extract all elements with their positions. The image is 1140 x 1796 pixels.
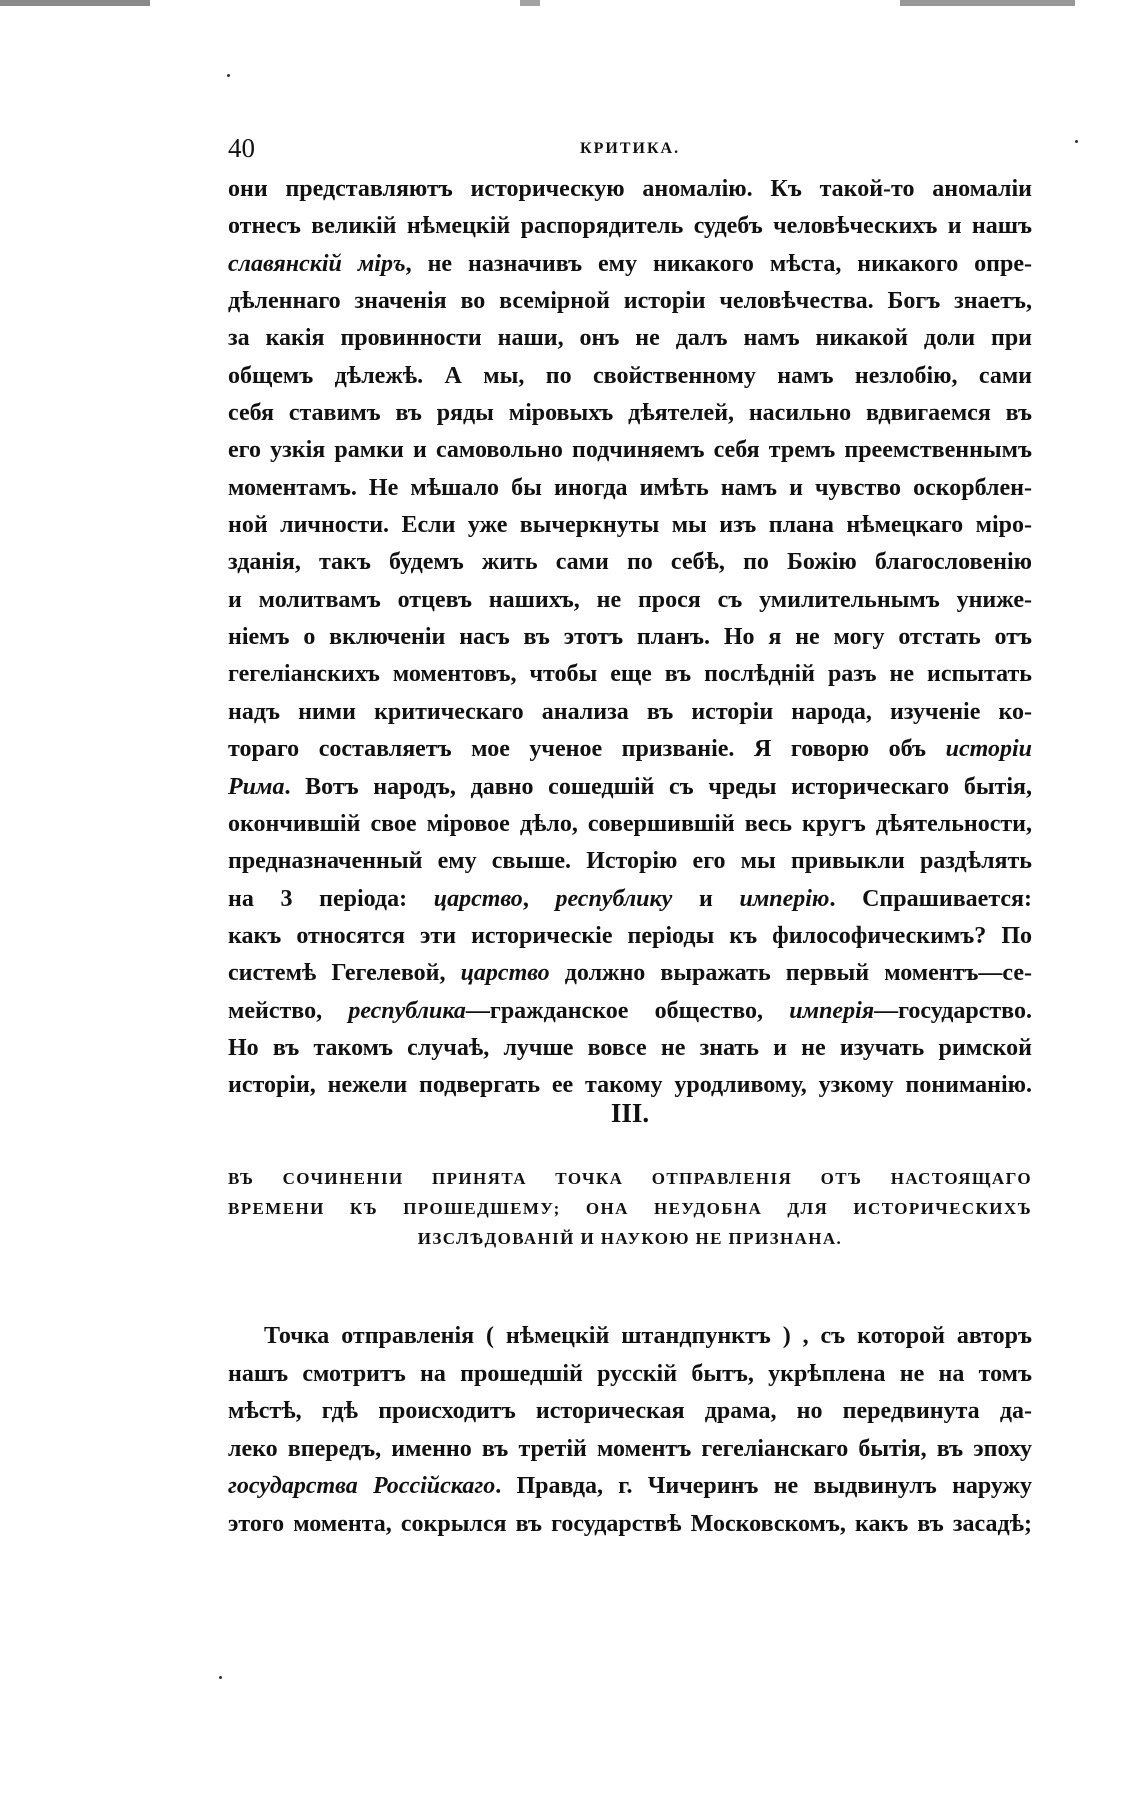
text-run: , не назначивъ ему никакого мѣста, никакого опре-: [405, 250, 1032, 277]
text-run: . Правда, г. Чичеринъ не выдвинулъ наружу: [495, 1473, 1033, 1499]
text-run: зданія, такъ будемъ жить сами по себѣ, по Божію благословенію: [228, 549, 1032, 576]
text-run: леко впередъ, именно въ третій моментъ гегеліанскаго бытія, въ эпоху: [228, 1435, 1032, 1462]
text-run: —государство.: [874, 997, 1032, 1024]
section-heading-line: ВРЕМЕНИ КЪ ПРОШЕДШЕМУ; ОНА НЕУДОБНА ДЛЯ ИСТОРИЧЕСКИХЪ: [228, 1199, 1032, 1218]
text-run: на 3 періода:: [228, 885, 434, 912]
page-number: 40: [228, 133, 255, 163]
text-run: себя ставимъ въ ряды міровыхъ дѣятелей, насильно вдвигаемся въ: [228, 400, 1032, 427]
section-heading-line: ВЪ СОЧИНЕНІИ ПРИНЯТА ТОЧКА ОТПРАВЛЕНІЯ ОТЪ НАСТОЯЩАГО: [228, 1169, 1032, 1188]
text-line: [228, 171, 1032, 208]
italic-text: Рима: [228, 773, 285, 800]
text-line: [228, 806, 1032, 843]
italic-text: государства Россійскаго: [228, 1473, 496, 1499]
text-line: [228, 1393, 1032, 1431]
text-line: [228, 694, 1032, 731]
italic-text: славянскій міръ: [228, 250, 406, 277]
text-line: [228, 507, 1032, 544]
text-run: . Вотъ народъ, давно сошедшій съ чреды историческаго бытія,: [284, 773, 1032, 800]
text-run: мейство,: [228, 997, 349, 1024]
text-run: отнесъ великій нѣмецкій распорядитель судебъ человѣческихъ и нашъ: [228, 213, 1032, 240]
text-line: [228, 1506, 1032, 1544]
text-line: [228, 955, 1032, 992]
text-run: Точка отправленія ( нѣмецкій штандпунктъ ) , съ которой авторъ: [264, 1323, 1032, 1349]
text-run: окончившій свое міровое дѣло, совершившій весь кругъ дѣятельности,: [228, 810, 1032, 837]
text-run: нашъ смотритъ на прошедшій русскій бытъ, укрѣплена не на томъ: [228, 1360, 1032, 1387]
text-line: [228, 881, 1032, 918]
text-run: этого момента, сокрылся въ государствѣ Московскомъ, какъ въ засадѣ;: [228, 1510, 1032, 1537]
text-run: . Спрашивается:: [829, 885, 1033, 912]
text-run: ной личности. Если уже вычеркнуты мы изъ плана нѣмецкаго міро-: [228, 512, 1032, 539]
text-run: системѣ Гегелевой,: [228, 960, 461, 987]
text-line: [228, 432, 1032, 469]
text-line: [228, 769, 1032, 806]
text-line: [228, 283, 1032, 320]
italic-text: республику: [555, 885, 673, 912]
text-line: [228, 246, 1032, 283]
text-run: мѣстѣ, гдѣ происходитъ историческая драма, но передвинута да-: [228, 1398, 1032, 1424]
text-run: ,: [522, 885, 556, 912]
text-run: —гражданское общество,: [465, 997, 790, 1024]
text-line: [228, 656, 1032, 693]
italic-text: республика: [348, 997, 466, 1024]
main-paragraph: [228, 171, 1032, 1105]
scan-top-edge: [0, 0, 1140, 6]
text-run: какъ относятся эти историческіе періоды къ философическимъ? По: [228, 922, 1032, 949]
text-line: [228, 470, 1032, 507]
text-line: [228, 544, 1032, 581]
text-line: [228, 1431, 1032, 1469]
section-heading: [228, 1164, 1032, 1254]
text-run: и молитвамъ отцевъ нашихъ, не прося съ умилительнымъ униже-: [228, 586, 1032, 613]
running-title: КРИТИКА.: [580, 140, 681, 157]
text-line: [228, 320, 1032, 357]
text-line: [228, 619, 1032, 656]
text-run: за какія провинности наши, онъ не далъ намъ никакой доли при: [228, 325, 1032, 352]
italic-text: имперія: [789, 997, 875, 1024]
text-run: Но въ такомъ случаѣ, лучше вовсе не знать и не изучать римской: [228, 1034, 1032, 1061]
text-run: его узкія рамки и самовольно подчиняемъ себя тремъ преемственнымъ: [228, 437, 1032, 464]
text-run: должно выражать первый моментъ—се-: [549, 960, 1032, 987]
scan-speck: [227, 74, 230, 77]
text-run: предназначенный ему свыше. Исторію его мы привыкли раздѣлять: [228, 848, 1032, 875]
text-line: [228, 1030, 1032, 1067]
text-run: надъ ними критическаго анализа въ исторіи народа, изученіе ко-: [228, 698, 1032, 725]
text-line: [228, 918, 1032, 955]
text-line: [228, 731, 1032, 768]
italic-text: исторіи: [945, 736, 1032, 763]
italic-text: имперію: [739, 885, 830, 912]
text-run: тораго составляетъ мое ученое призваніе. Я говорю объ: [228, 736, 946, 763]
running-header: [228, 133, 1032, 167]
text-run: ніемъ о включеніи насъ въ этотъ планъ. Но я не могу отстать отъ: [228, 624, 1032, 651]
text-run: они представляютъ историческую аномалію. Къ такой-то аномаліи: [228, 176, 1032, 202]
second-paragraph: [228, 1318, 1032, 1543]
text-run: общемъ дѣлежѣ. А мы, по свойственному намъ незлобію, сами: [228, 362, 1032, 389]
text-line: [228, 843, 1032, 880]
text-line: [228, 582, 1032, 619]
text-line: [228, 993, 1032, 1030]
text-line: [228, 208, 1032, 245]
text-line: [228, 395, 1032, 432]
scan-speck: [219, 1676, 222, 1679]
text-line: [228, 1356, 1032, 1394]
section-heading-line: ИЗСЛѢДОВАНІЙ И НАУКОЮ НЕ ПРИЗНАНА.: [417, 1229, 843, 1248]
text-line: [228, 358, 1032, 395]
italic-text: царство: [460, 960, 550, 987]
text-run: и: [672, 885, 740, 912]
text-run: моментамъ. Не мѣшало бы иногда имѣть намъ и чувство оскорблен-: [228, 474, 1032, 501]
scan-speck: [1075, 140, 1078, 143]
text-run: дѣленнаго значенія во всемірной исторіи человѣчества. Богъ знаетъ,: [228, 288, 1032, 315]
text-run: исторіи, нежели подвергать ее такому уродливому, узкому пониманію.: [228, 1072, 1032, 1099]
text-line: [228, 1468, 1032, 1506]
text-line: [228, 1318, 1032, 1356]
section-number: III.: [610, 1098, 650, 1128]
text-run: гегеліанскихъ моментовъ, чтобы еще въ послѣдній разъ не испытать: [228, 661, 1032, 688]
italic-text: царство: [433, 885, 523, 912]
